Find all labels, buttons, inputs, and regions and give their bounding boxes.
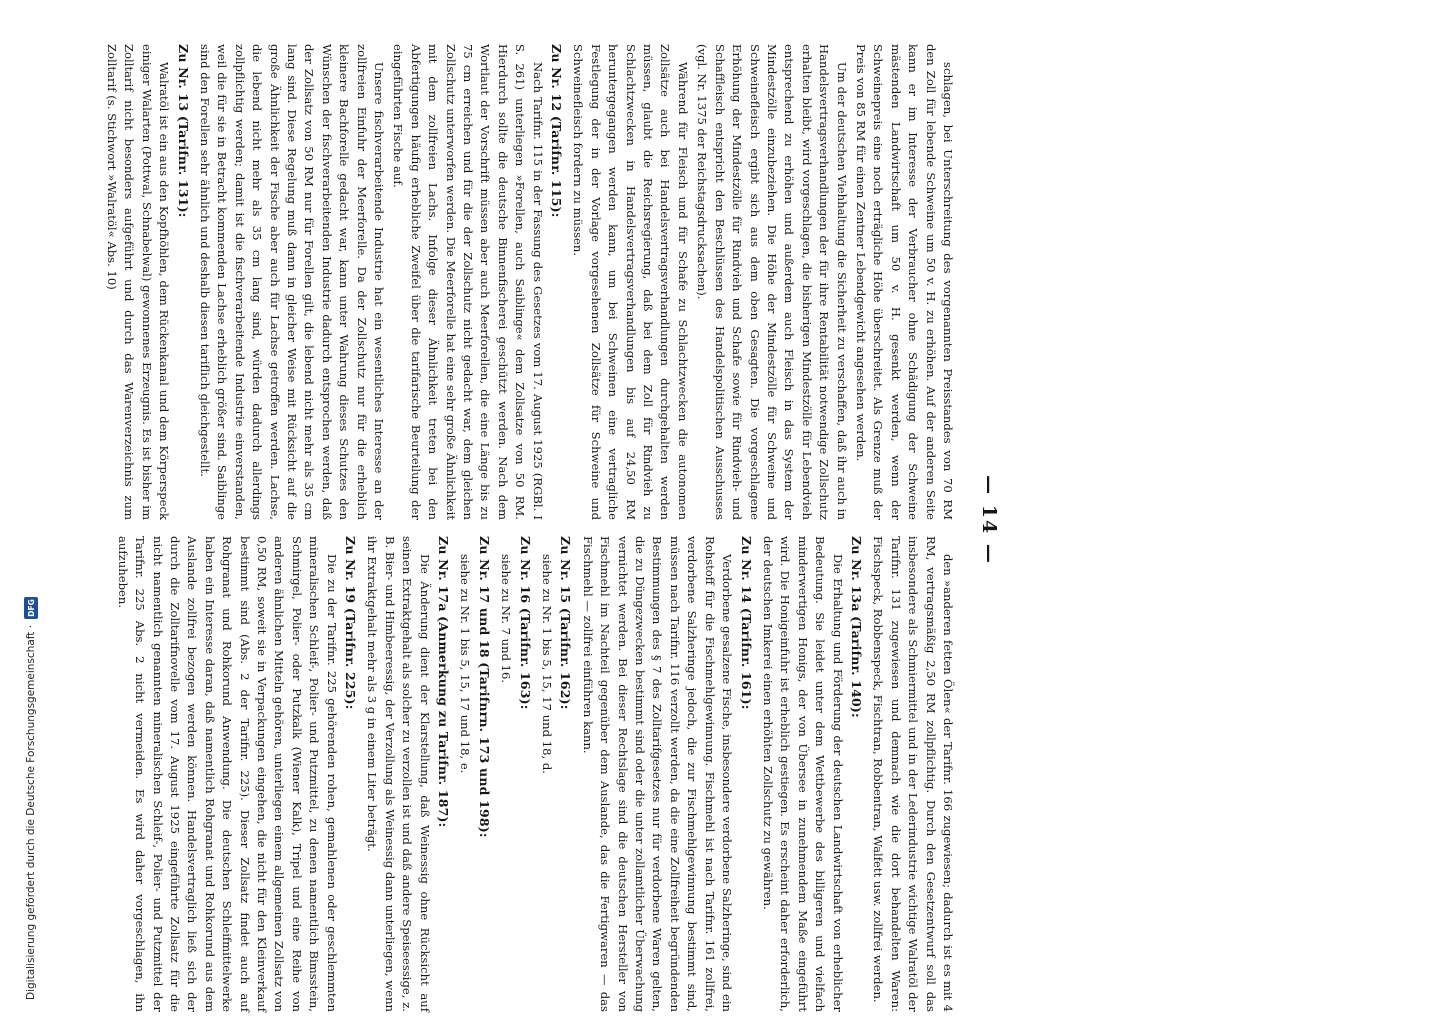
paragraph: Um der deutschen Viehhaltung die Sicherheit zu verschaffen, daß ihr auch in Handelsvertragsverhandlungen der für ihre Rentabilität notwendige Zollschutz erhalten bleibt, wird vorgeschlagen, die bisherigen Mindestzölle für Lebendvieh entsprechend zu erhöhen und außerdem auch Fleisch in das System der Mindestzölle einzubeziehen. Die Höhe der Mindestzölle für Schweine und Schweinefleisch ergibt sich aus dem oben Gesagten. Die vorgeschlagene Erhöhung der Mindestzölle für Rindvieh und Schafe sowie für Rindvieh- und Schaffleisch entspricht den Beschlüssen des Handelspolitischen Ausschusses (vgl. Nr. 1375 der Reichstagsdrucksachen). [695, 44, 849, 520]
left-column [101, 44, 957, 520]
paragraph: schlagen, bei Unterschreitung des vorgenannten Preisstandes von 70 RM den Zoll für lebende Schweine um 50 v. H. zu erhöhen. Auf der anderen Seite kann er im Interesse der Verbraucher ohne Schädigung der Schweine mästenden Landwirtschaft um 50 v. H. gesenkt werden, wenn der Schweinepreis eine noch erträgliche Höhe überschreitet. Als Grenze muß der Preis von 85 RM für einen Zentner Lebendgewicht angesehen werden. [853, 44, 955, 520]
digitization-footer [20, 0, 42, 1000]
paragraph: Unsere fischverarbeitende Industrie hat ein wesentliches Interesse an der zollfreien Einfuhr der Meerforelle. Da der Zollschutz nur für die erheblich kleinere Bachforelle gedacht war, kann unter Wahrung dieses Schutzes den Wünschen der fischverarbeitenden Industrie dadurch entsprochen werden, daß der Zollsatz von 50 RM nur für Forellen gilt, die lebend nicht mehr als 35 cm lang sind. Diese Regelung muß dann in gleicher Weise mit Rücksicht auf die große Ähnlichkeit der Fische aber auch für Lachse getroffen werden. Lachse, die lebend nicht mehr als 35 cm lang sind, würden dadurch allerdings zollpflichtig werden; damit ist die fischverarbeitende Industrie einverstanden, weil die für sie in Betracht kommenden Lachse erheblich größer sind. Saiblinge sind den Forellen sehr ähnlich und deshalb diesen tariflich gleichgestellt. [197, 44, 386, 520]
section-heading: Zu Nr. 12 (Tarifnr. 115): [549, 44, 565, 218]
section-heading: Zu Nr. 13a (Tarifnr. 140): [848, 536, 864, 718]
paragraph: Die Änderung dient der Klarstellung, daß Weinessig ohne Rücksicht auf seinen Extraktgehalt als solcher zu verzollen ist und daß andere Speiseessige, z. B. Bier- und Himbeeressig, der Verzollung als Weinessig dann unterliegen, wenn ihr Extraktgehalt mehr als 3 g in einem Liter beträgt. [365, 536, 432, 1012]
section-heading: Zu Nr. 14 (Tarifnr. 161): [738, 536, 754, 710]
paragraph: Die zu der Tarifnr. 225 gehörenden rohen, gemahlenen oder geschlemmten mineralischen Schleif-, Polier- und Putzmittel, zu denen namentlich Bimsstein, Schmirgel, Polier- oder Putzkalk (Wiener Kalk), Tripel und eine Reihe von anderen ähnlichen Mitteln gehören, unterliegen einem allgemeinen Zollsatz von 0,50 RM, soweit sie in Verpackungen eingehen, die nicht für den Kleinverkauf bestimmt sind (Abs. 2 der Tarifnr. 225). Dieser Zollsatz findet auch auf Rohgranat und Rohkorund Anwendung. Die deutschen Schleifmittelwerke haben ein Interesse daran, daß namentlich Rohgranat und Rohkorund aus dem Auslande zollfrei bezogen werden können. Handelsvertraglich ließ sich der durch die Zolltarifnovelle vom 17. August 1925 eingeführte Zollsatz für die nicht namentlich genannten mineralischen Schleif-, Polier- und Putzmittel der Tarifnr. 225 Abs. 2 nicht vermeiden. Es wird daher vorgeschlagen, ihn aufzuheben. [115, 536, 339, 1012]
dfg-logo-icon: DFG [24, 597, 38, 619]
page-number: — 14 — [978, 475, 1000, 565]
section-heading: Zu Nr. 17 und 18 (Tarifnrn. 173 und 198): [476, 536, 492, 838]
section-heading: Zu Nr. 19 (Tarifnr. 225): [343, 536, 358, 710]
section-heading: Zu Nr. 13 (Tarifnr. 131): [175, 44, 191, 218]
section-heading: Zu Nr. 15 (Tarifnr. 162): [558, 536, 574, 710]
paragraph: siehe zu Nr. 7 und 16. [499, 554, 514, 684]
section-heading: Zu Nr. 17a (Anmerkung zu Tarifnr. 187): [436, 536, 452, 828]
section-heading: Zu Nr. 16 (Tarifnr. 163): [517, 536, 533, 710]
paragraph: den »anderen fetten Ölen« der Tarifnr. 166 zugewiesen; dadurch ist es mit 4 RM, vertragsmäßig 2,50 RM zollpflichtig. Durch den Gesetzentwurf soll das insbesondere als Schmiermittel und in der Lederindustrie wichtige Walratöl der Tarifnr. 131 zugewiesen und demnach wie die dort behandelten Waren: Fischspeck, Robbenspeck, Fischtran, Robbentran, Walfett usw. zollfrei werden. [871, 536, 955, 1012]
paragraph: siehe zu Nr. 1 bis 5, 15, 17 und 18, d. [540, 554, 555, 774]
paragraph: Die Erhaltung und Förderung der deutschen Landwirtschaft von erheblicher Bedeutung. Sie leidet unter dem Wettbewerbe des billigeren und vielfach minderwertigen Honigs, der von Übersee in zunehmendem Maße eingeführt wird. Die Honigeinfuhr ist erheblich gestiegen. Es erscheint daher erforderlich, der deutschen Imkerei einen erhöhten Zollschutz zu gewähren. [760, 536, 845, 1012]
paragraph: Verdorbene gesalzene Fische, insbesondere verdorbene Salzheringe, sind ein Rohstoff für die Fischmehlgewinnung. Fischmehl ist nach Tarifnr. 161 zollfrei, verdorbene Salzheringe jedoch, die zur Fischmehlgewinnung bestimmt sind, müssen nach Tarifnr. 116 verzollt werden, da die eine Zollfreiheit begründenden Bestimmungen des § 7 des Zolltarifgesetzes nur für verdorbene Waren gelten, die zu Düngezwecken bestimmt sind oder die unter zollamtlicher Überwachung vernichtet werden. Bei dieser Rechtslage sind die deutschen Hersteller von Fischmehl im Nachteil gegenüber dem Auslande, das die Fertigwaren — das Fischmehl — zollfrei einführen kann. [580, 536, 735, 1012]
paragraph: Während für Fleisch und für Schafe zu Schlachtzwecken die autonomen Zollsätze auch bei Handelsvertragsverhandlungen durchgehalten werden müssen, glaubt die Reichsregierung, daß bei dem Zoll für Rindvieh zu Schlachtzwecken in Handelsvertragsverhandlungen bis auf 24,50 RM heruntergegangen werden kann, um bei Schweinen eine vertragliche Festlegung der in der Vorlage vorgesehenen Zollsätze für Schweine und Schweinefleisch fordern zu müssen. [571, 44, 690, 520]
right-column [111, 536, 956, 1012]
paragraph: siehe zu Nr. 1 bis 5, 15, 17 und 18, e. [458, 554, 473, 774]
document-page [104, 20, 1000, 1020]
paragraph: Walratöl ist ein aus den Kopfhöhlen, dem Rückenkanal und dem Körperspeck einiger Walarten (Pottwal, Schnabelwal) gewonnenes Erzeugnis. Es ist bisher im Zolltarif nicht besonders aufgeführt und durch das Warenverzeichnis zum Zolltarif (s. Stichwort »Walratöl« Abs. 10) [104, 44, 172, 520]
footer-text: Digitalisierung gefördert durch die Deutsche Forschungsgemeinschaft · [25, 624, 37, 1000]
paragraph: Nach Tarifnr. 115 in der Fassung des Gesetzes vom 17. August 1925 (RGBl. I S. 261) unterliegen »Forellen, auch Saiblinge« dem Zollsatze von 50 RM. Hierdurch sollte die deutsche Binnenfischerei geschützt werden. Nach dem Wortlaut der Vorschrift müssen aber auch Meerforellen, die eine Länge bis zu 75 cm erreichen und für die der Zollschutz nicht gedacht war, dem gleichen Zollschutz unterworfen werden. Die Meerforelle hat eine sehr große Ähnlichkeit mit dem zollfreien Lachs. Infolge dieser Ähnlichkeit treten bei den Abfertigungen häufig erhebliche Zweifel über die tarifarische Beurteilung der eingeführten Fische auf. [391, 44, 545, 520]
